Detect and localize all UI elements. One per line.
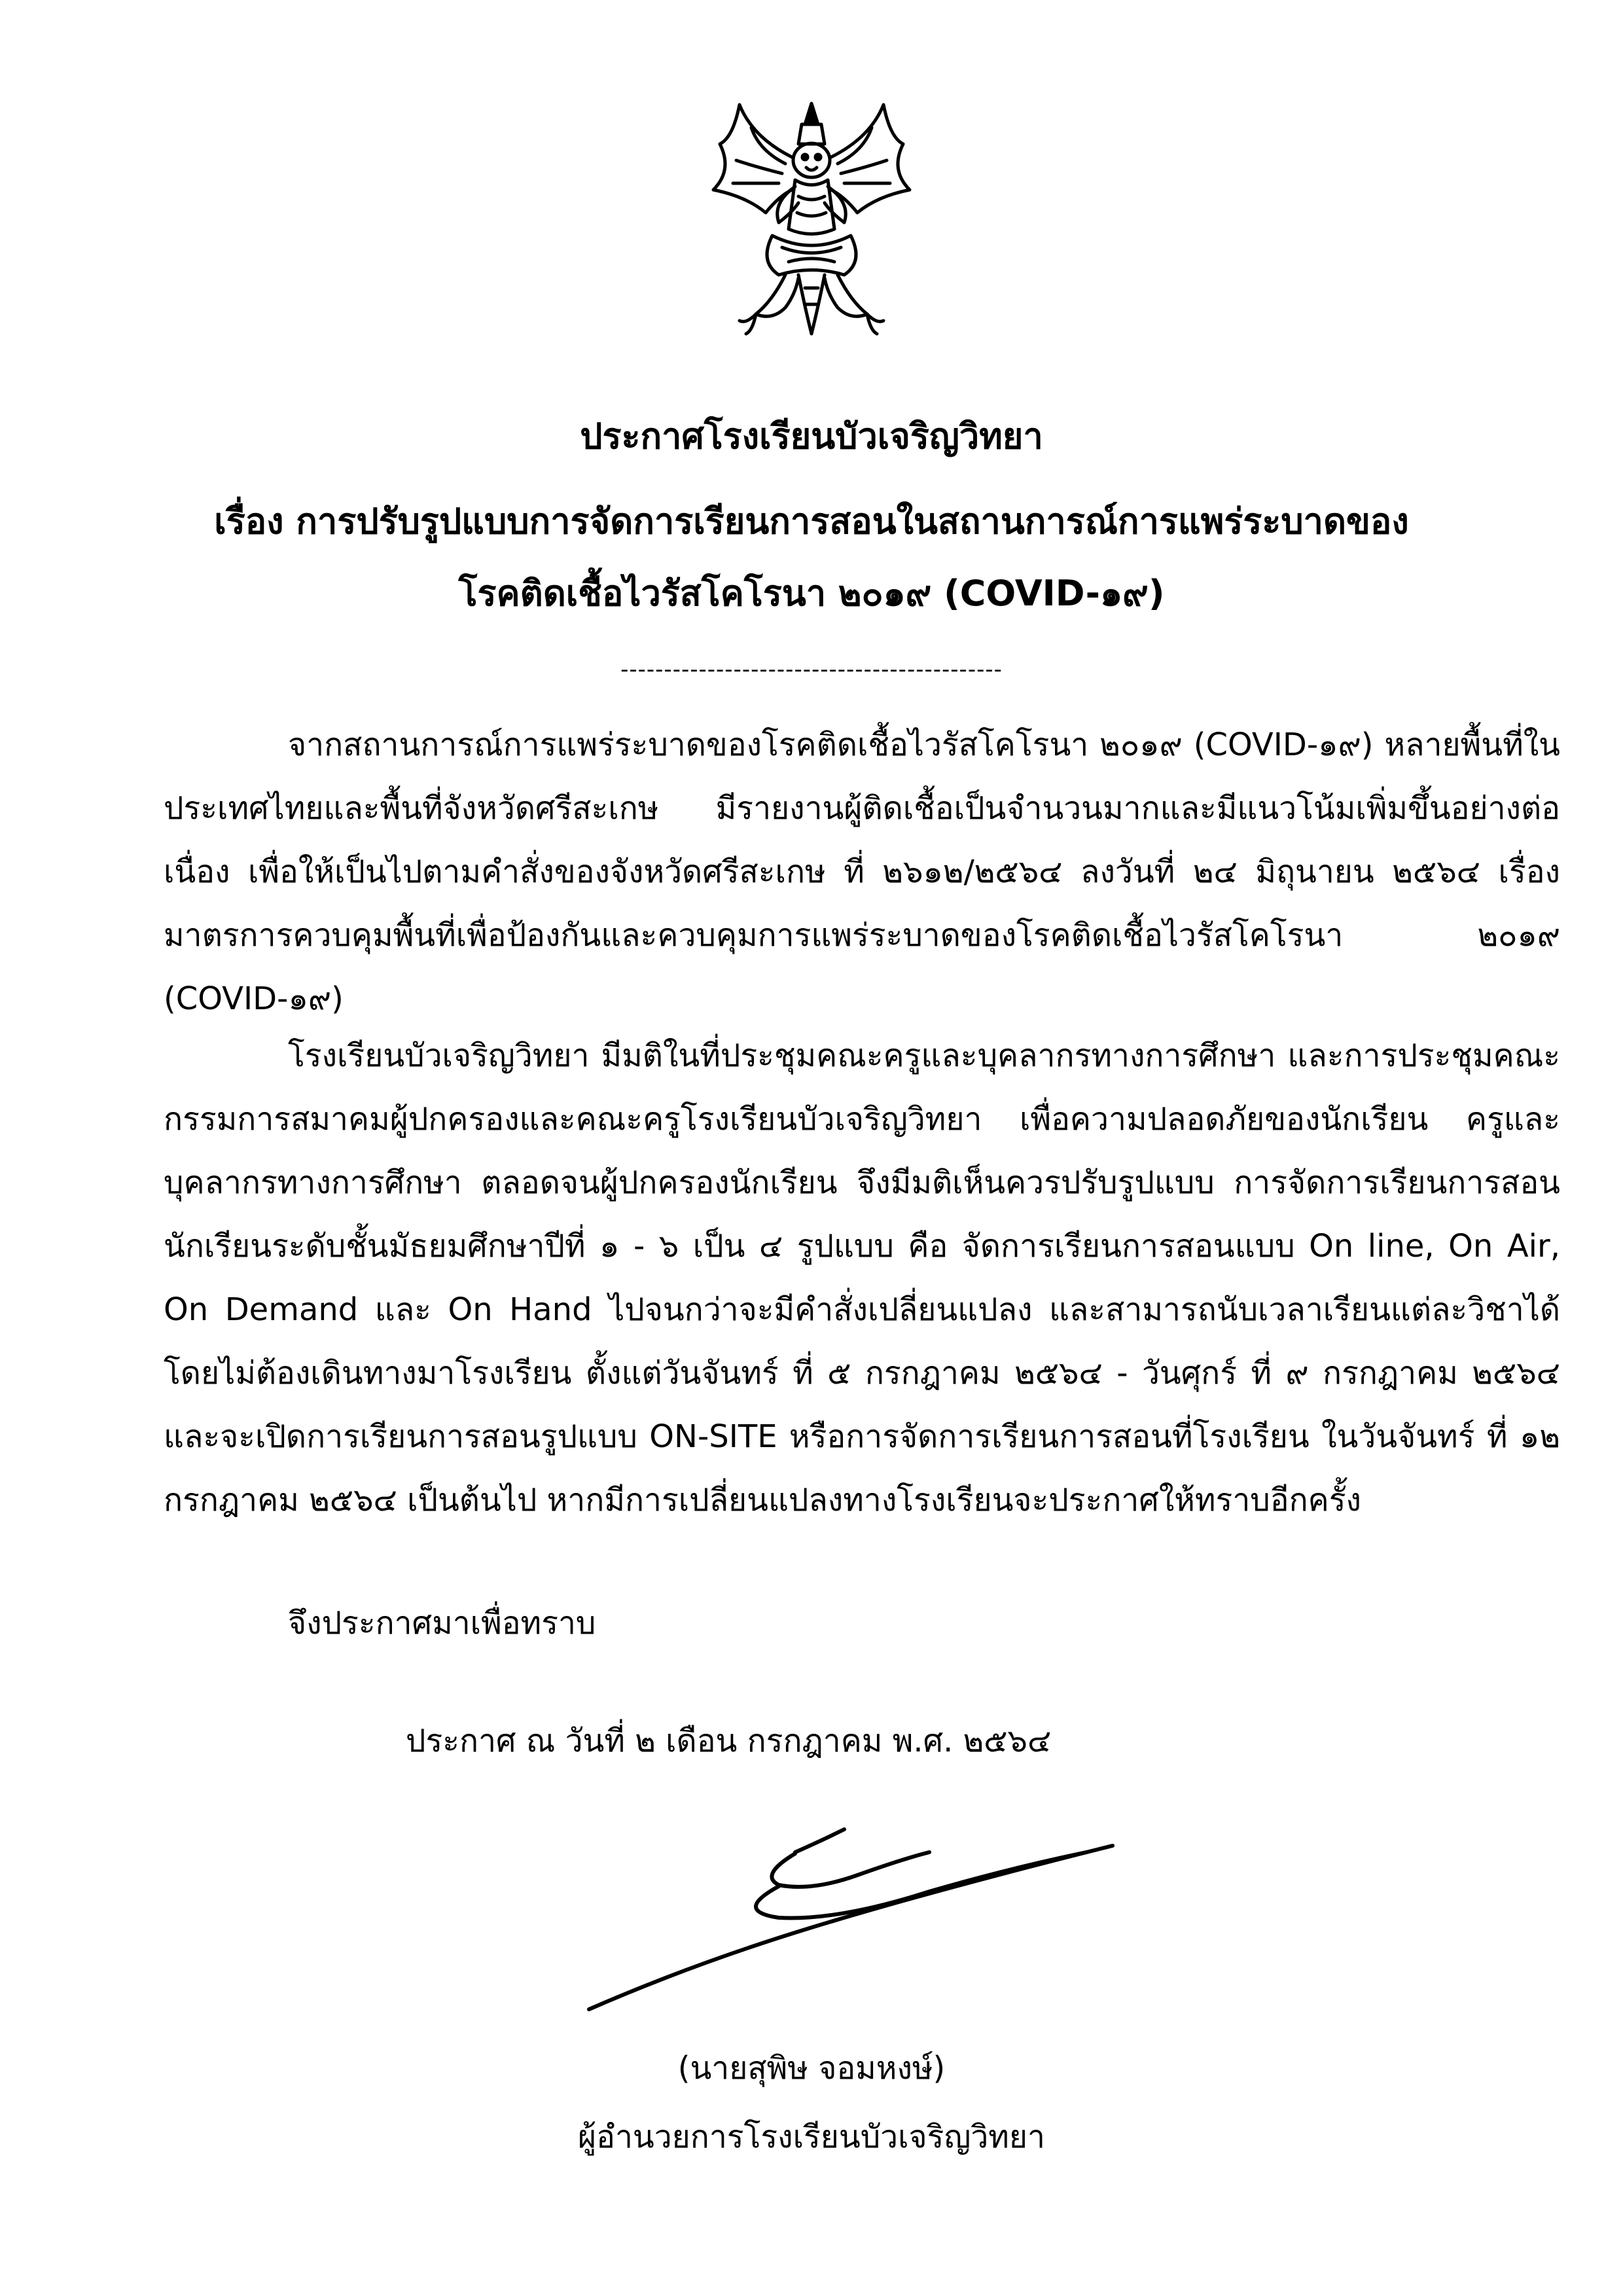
date-line: ประกาศ ณ วันที่ ๒ เดือน กรกฎาคม พ.ศ. ๒๕๖๔ bbox=[406, 1723, 1052, 1759]
paragraph-2: โรงเรียนบัวเจริญวิทยา มีมติในที่ประชุมคณะครูและบุคลากรทางการศึกษา และการประชุมคณะกรรมการสมาคมผู้ปกครองและคณะครูโรงเรียนบัวเจริญวิทยา เพื่อความปลอดภัยของนักเรียน ครูและบุคลากรทางการศึกษา ตลอดจนผู้ปกครองนักเรียน จึงมีมติเห็นควรปรับรูปแบบ การจัดการเรียนการสอนนักเรียนระดับชั้นมัธยมศึกษาปีที่ ๑ - ๖ เป็น ๔ รูปแบบ คือ จัดการเรียนการสอนแบบ On line, On Air, On Demand และ On Hand ไปจนกว่าจะมีคำสั่งเปลี่ยนแปลง และสามารถนับเวลาเรียนแต่ละวิชาได้โดยไม่ต้องเดินทางมาโรงเรียน ตั้งแต่วันจันทร์ ที่ ๕ กรกฎาคม ๒๕๖๔ - วันศุกร์ ที่ ๙ กรกฎาคม ๒๕๖๔ และจะเปิดการเรียนการสอนรูปแบบ ON-SITE หรือการจัดการเรียนการสอนที่โรงเรียน ในวันจันทร์ ที่ ๑๒ กรกฎาคม ๒๕๖๔ เป็นต้นไป หากมีการเปลี่ยนแปลงทางโรงเรียนจะประกาศให้ทราบอีกครั้ง bbox=[164, 1037, 1561, 1518]
signer-name: (นายสุพิษ จอมหงษ์) bbox=[677, 2050, 946, 2087]
separator-line: -------------------------------------------- bbox=[620, 656, 1003, 683]
signer-title: ผู้อำนวยการโรงเรียนบัวเจริญวิทยา bbox=[577, 2119, 1046, 2155]
announcement-title: ประกาศโรงเรียนบัวเจริญวิทยา bbox=[580, 416, 1043, 457]
signature-icon bbox=[563, 1813, 1126, 2029]
paragraph-1: จากสถานการณ์การแพร่ระบาดของโรคติดเชื้อไวรัสโคโรนา ๒๐๑๙ (COVID-๑๙) หลายพื้นที่ในประเทศไทยและพื้นที่จังหวัดศรีสะเกษ มีรายงานผู้ติดเชื้อเป็นจำนวนมากและมีแนวโน้มเพิ่มขึ้นอย่างต่อเนื่อง เพื่อให้เป็นไปตามคำสั่งของจังหวัดศรีสะเกษ ที่ ๒๖๑๒/๒๕๖๔ ลงวันที่ ๒๔ มิถุนายน ๒๕๖๔ เรื่องมาตรการควบคุมพื้นที่เพื่อป้องกันและควบคุมการแพร่ระบาดของโรคติดเชื้อไวรัสโคโรนา ๒๐๑๙ (COVID-๑๙) bbox=[164, 726, 1560, 1017]
closing-line: จึงประกาศมาเพื่อทราบ bbox=[288, 1605, 596, 1641]
subject-line-1: เรื่อง การปรับรูปแบบการจัดการเรียนการสอนในสถานการณ์การแพร่ระบาดของ bbox=[214, 501, 1409, 542]
subject-line-2: โรคติดเชื้อไวรัสโคโรนา ๒๐๑๙ (COVID-๑๙) bbox=[458, 573, 1165, 614]
garuda-emblem-icon bbox=[694, 98, 929, 360]
